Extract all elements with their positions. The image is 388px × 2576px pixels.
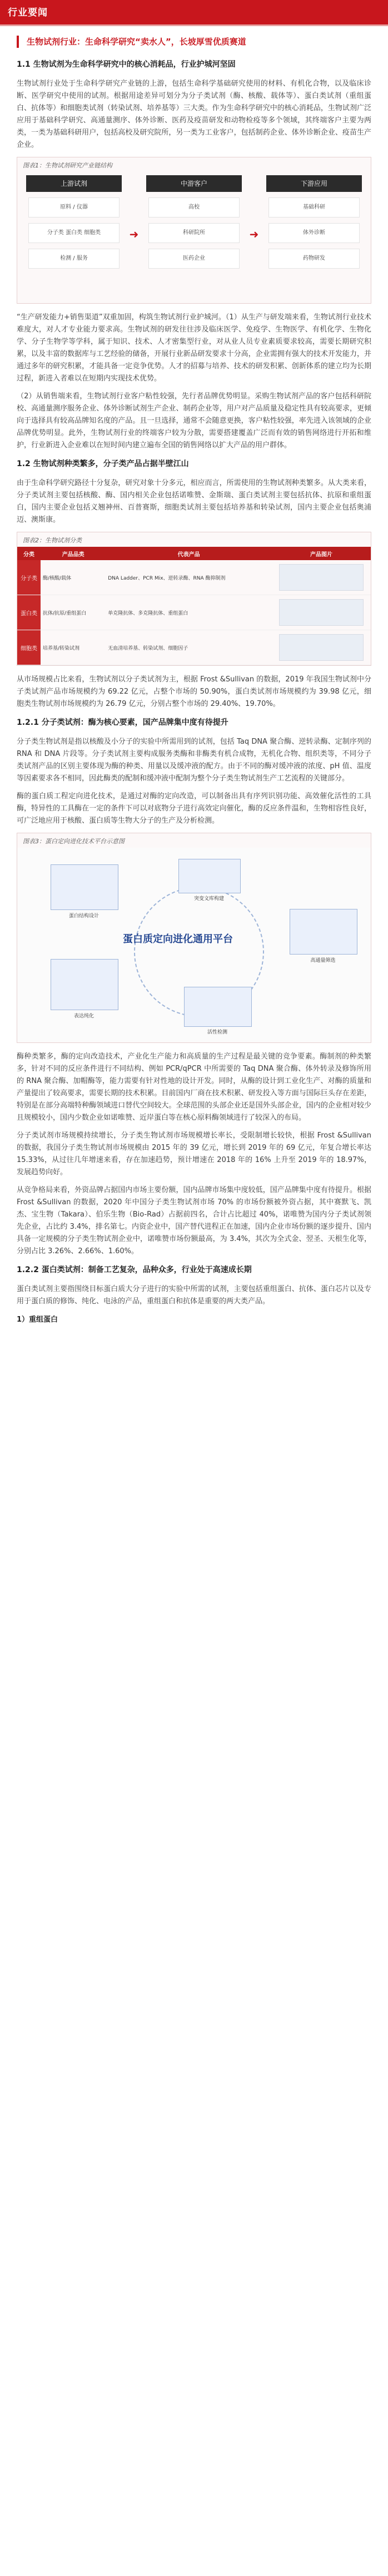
section-3-paragraph-4: 分子类试剂市场规模持续增长，分子类生物试剂市场规模增长率长，受限制增长较快，根据 Frost &Sullivan 的数据，我国分子类生物试剂市场规模由 2015 年的 39 亿元，增长到 2019 年的 69 亿元，年复合增长率达 15.33%，从过往几年增速来看，存在加速趋势，预计增速在 2018 年的 16% 上升至 2019 年的 18.97%，发展趋势向好。	[17, 1131, 371, 1176]
section-3-paragraph-3: 酶种类繁多，酶的定向改造技术，产业化生产能力和高质量的生产过程是最关键的竞争要素。酶制剂的种类繁多，针对不同的反应条件进行不同结构、例如 PCR/qPCR 中所需要的 Taq DNA 聚合酶、体外转录及修饰所用的 RNA 聚合酶、加帽酶等，能力需要有针对性地的设计开发。同时，从酶的设计到工业化生产、对酶的质量和产量提出了较高要求，需要长期的技术积累。目前国内厂商在技术积累、研发投入等方面与国际巨头存在差距，特别是在部分高端特种酶领域进口替代空间较大。全球范围的头部企业还是国外头部企业，国内的企业相对较少且规模较小，国内少数企业如诺唯赞、近岸蛋白等在核心原料酶领域进行了较深入的布局。	[17, 1052, 371, 1122]
figure-1	[17, 157, 371, 304]
product-image	[279, 599, 364, 626]
section-3-paragraph-1: 分子类生物试剂是指以核酸及小分子的实验中所需用到的试剂，包括 Taq DNA 聚合酶、逆转录酶、定制序列的 RNA 和 DNA 片段等。分子类试剂主要构成服务类酶和非酶类有机合成物，无机化合物、组织类等，不同分子类试剂产品的区别主要体现为酶的种类、用量以及缓冲液的配方。由于不同的酶对缓冲液的浓度、pH 值、温度等因素要求各不相同，因此酶类的配制和缓冲液中配制为整个分子类生物试剂生产工艺流程的关键部分。	[17, 738, 371, 783]
table-cell-products: 无血清培养基、转染试剂、细胞因子	[106, 630, 272, 665]
expression-image	[51, 959, 118, 1010]
platform-title: 蛋白质定向进化通用平台	[123, 933, 233, 945]
table-cell-types: 酶/核酸/载体	[41, 560, 106, 595]
downstream-item: 药物研发	[268, 249, 360, 269]
upstream-item: 原料 / 仪器	[28, 197, 120, 217]
protein-structure-image	[51, 864, 118, 910]
table-row	[17, 595, 371, 630]
figure-1-downstream	[263, 175, 365, 299]
article-headline: 生物试剂行业：生命科学研究“卖水人”，长坡厚雪优质赛道	[17, 36, 371, 48]
figure-3-caption: 图表3：蛋白定向进化技术平台示意图	[23, 838, 125, 845]
table-row	[17, 630, 371, 665]
table-cell-products: DNA Ladder、PCR Mix、逆转录酶、RNA 酶抑制剂	[106, 560, 272, 595]
downstream-item: 基础科研	[268, 197, 360, 217]
arrow-right-icon: ➜	[129, 228, 139, 241]
table-cell-products: 单克隆抗体、多克隆抗体、重组蛋白	[106, 595, 272, 630]
library-image	[178, 859, 241, 893]
assay-image	[184, 987, 252, 1027]
table-cell-types: 抗体/抗原/重组蛋白	[41, 595, 106, 630]
banner-divider	[0, 24, 388, 26]
section-1-paragraph-1: 生物试剂行业处于生命科学研究产业链的上游，包括生命科学基础研究使用的材料、有机化合物，以及临床诊断、医学研究中使用的试剂。根据用途差异可划分为分子类试剂（酶、核酸、载体等）、蛋白类试剂（重组蛋白、抗体等）和细胞类试剂（转染试剂、培养基等）三大类。作为生命科学研究中的核心消耗品，生物试剂广泛应用于基础科学研究、高通量测序、体外诊断、医药及疫苗研发和动物检疫等多个领域，其终端客户主要为两类，一类为基础科研用户，包括高校及研究院所，另一类为工业客户，包括制药企业、体外诊断企业、疫苗生产企业。	[17, 80, 371, 149]
table-header: 代表产品	[106, 547, 272, 560]
upstream-header: 上游试剂	[26, 175, 122, 192]
section-2-paragraph-1: 由于生命科学研究路径十分复杂，研究对象十分多元，相应而言，所需使用的生物试剂种类繁多。从大类来看，分子类试剂主要包括核酸、酶、国内相关企业包括诺唯赞、金斯瑞、蛋白类试剂主要包括抗体、抗原和重组蛋白，国内主要企业包括义翘神州、百普赛斯，细胞类试剂主要包括培养基和转染试剂，国内主要企业包括奥浦迈、澳斯康。	[17, 479, 371, 524]
classification-table	[17, 547, 371, 665]
midstream-item: 医药企业	[148, 249, 240, 269]
figure-1-midstream	[143, 175, 245, 299]
section-3-paragraph-5: 从竞争格局来看，外资品牌占据国内市场主要份额，国内品牌市场集中度较低，国产品牌集中度有待提升。根据 Frost &Sullivan 的数据，2020 年中国分子类生物试剂市场 70% 的市场份额被外资占据，其中赛默飞、凯杰、宝生物（Takara）、伯乐生物（Bio-Rad）占据前四名，合计占比超过 40%，诺唯赞为国内分子类试剂领先企业，占比约 3.4%，排名第七。内资企业中，国产替代进程正在加速，国内企业市场份额的逐步提升、国内具备一定规模的分子类生物试剂企业中，诺唯赞市场份额最高，为 3.4%，其次为全式金、翌圣、天根生化等，分别占比 3.26%、2.66%、1.60%。	[17, 1186, 371, 1255]
figure-2	[17, 532, 371, 666]
downstream-header: 下游应用	[266, 175, 362, 192]
upstream-item: 检测 / 服务	[28, 249, 120, 269]
table-cell-category: 细胞类	[17, 630, 41, 665]
section-1-paragraph-3: （2）从销售端来看，生物试剂行业客户粘性较强，先行者品牌优势明显。采购生物试剂产品的客户包括科研院校、高通量测序服务企业、体外诊断试剂生产企业、制药企业等，用户对产品质量及稳定性具有较高要求，更倾向于选择具有较高品牌知名度的产品。且一旦选择，通常不会随意更换，客户粘性较强，率先进入该领域的企业品牌优势明显。此外，生物试剂行业的终端客户较为分散，需要搭建覆盖广泛而有效的销售网络进行开拓和维护，行业新进入企业难以在短时间内建立遍布全国的销售网络以扩大产品的用户群体。	[17, 392, 371, 449]
section-2-paragraph-2: 从市场规模占比来看，生物试剂以分子类试剂为主，根据 Frost &Sullivan 的数据，2019 年我国生物试剂中分子类试剂产品市场规模约为 69.22 亿元，占整个市场的 50.90%，蛋白类试剂市场规模约为 39.98 亿元，细胞类生物试剂市场规模约为 26.79 亿元，分别占整个市场的 29.40%、19.70%。	[17, 675, 371, 708]
subsection-item: 1）重组蛋白	[17, 1316, 58, 1324]
table-header: 产品图片	[272, 547, 371, 560]
product-image	[279, 564, 364, 591]
node-label: 蛋白结构设计	[68, 913, 99, 919]
table-cell-category: 蛋白类	[17, 595, 41, 630]
node-label: 高通量筛选	[310, 958, 336, 963]
banner-title: 行业要闻	[8, 7, 48, 18]
product-image	[279, 634, 364, 661]
midstream-header: 中游客户	[146, 175, 242, 192]
figure-1-caption: 图表1：生物试剂研究产业链结构	[23, 162, 112, 169]
article-body	[0, 32, 388, 1324]
table-header: 分类	[17, 547, 41, 560]
table-header-row	[17, 547, 371, 560]
arrow-right-icon: ➜	[249, 228, 259, 241]
section-1-paragraph-2: “生产研发能力+销售渠道”双重加固，构筑生物试剂行业护城河。（1）从生产与研发端来看，生物试剂行业技术难度大，对人才专业能力要求高。生物试剂的研发往往涉及临床医学、免疫学、生物医学、有机化学、生物化学、分子生物学等学科，属于知识、技术、人才密集型行业，对从业人员专业素质要求较高，需要长期研究积累，以及丰富的数据库与工艺经验的储备，开展行业新品研发要求十分高，企业需拥有强大的技术开发能力，并通过多年的研究积累，才能具备一定竞争优势。人才的招募与培养、技术的研发积累、创新体系的建立均为长期过程，新进入者难以在短期内实现技术优势。	[17, 313, 371, 383]
downstream-item: 体外诊断	[268, 223, 360, 243]
section-3-paragraph-2: 酶的蛋白质工程定向进化技术，是通过对酶的定向改造，可以制备出具有序列识别功能、高效催化活性的工具酶，特异性的工具酶在一定的条件下可以对底物分子进行高效定向催化，酶的反应条件温和，生物相容性良好，可广泛地应用于核酸、蛋白质等生物大分子的生产及分析检测。	[17, 792, 371, 825]
table-cell-types: 培养基/转染试剂	[41, 630, 106, 665]
section-3-title: 1.2.1 分子类试剂：酶为核心要素，国产品牌集中度有待提升	[17, 718, 228, 727]
section-4-paragraph-1: 蛋白类试剂主要指围绕目标蛋白质大分子进行的实验中所需的试剂，主要包括重组蛋白、抗体、蛋白芯片以及专用于蛋白质的修饰、纯化、电泳的产品，重组蛋白和抗体是重要的两大类产品。	[17, 1285, 371, 1306]
figure-2-caption: 图表2：生物试剂分类	[23, 537, 82, 544]
section-2-title: 1.2 生物试剂种类繁多，分子类产品占据半壁江山	[17, 459, 189, 468]
table-row	[17, 560, 371, 595]
header-banner	[0, 0, 388, 24]
node-label: 表达纯化	[73, 1013, 94, 1019]
section-1-title: 1.1 生物试剂为生命科学研究中的核心消耗品，行业护城河坚固	[17, 60, 236, 69]
table-header: 产品品类	[41, 547, 106, 560]
node-label: 活性检测	[207, 1030, 227, 1035]
section-4-title: 1.2.2 蛋白类试剂：制备工艺复杂，品种众多，行业处于高速成长期	[17, 1265, 252, 1274]
figure-3	[17, 833, 371, 1043]
midstream-item: 科研院所	[148, 223, 240, 243]
midstream-item: 高校	[148, 197, 240, 217]
figure-1-upstream	[23, 175, 125, 299]
screening-image	[290, 909, 357, 955]
upstream-item: 分子类 蛋白类 细胞类	[28, 223, 120, 243]
node-label: 突变文库构建	[193, 896, 224, 902]
table-cell-category: 分子类	[17, 560, 41, 595]
